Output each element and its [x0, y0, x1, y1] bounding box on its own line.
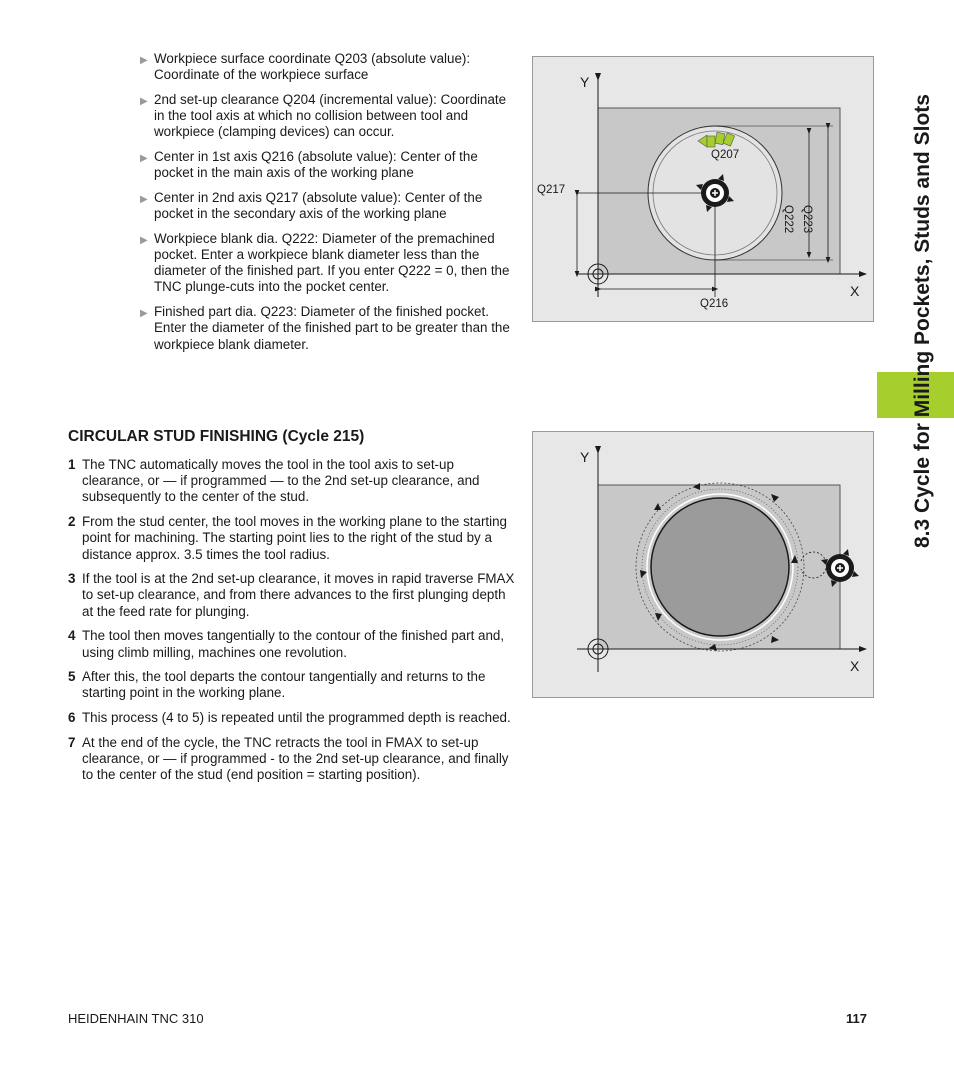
bullet-arrow-icon: ▶: [140, 308, 148, 320]
parameter-item: ▶ Center in 2nd axis Q217 (absolute value): Center of the pocket in the secondary axis of the working plane: [140, 189, 483, 222]
stud-diagram-drawing: [533, 432, 875, 699]
stud-finishing-diagram: [532, 431, 874, 698]
step-item: 2 From the stud center, the tool moves in the working plane to the starting point for machining. The starting point lies to the right of the stud by a distance approx. 3.5 times the tool radius.: [68, 514, 508, 562]
step-item: 7 At the end of the cycle, the TNC retracts the tool in FMAX to set-up clearance, or — if programmed - to the 2nd set-up clearance, and finally to the center of the stud (end position = starting position).: [68, 734, 509, 783]
q222-label: Q222: [782, 205, 794, 234]
parameter-item: ▶ Center in 1st axis Q216 (absolute value): Center of the pocket in the main axis of the working plane: [140, 149, 478, 181]
chapter-title: 8.3 Cycle for Milling Pockets, Studs and Slots: [911, 94, 934, 548]
page-number: 117: [846, 1011, 867, 1026]
bullet-arrow-icon: ▶: [140, 55, 148, 66]
q216-label: Q216: [700, 298, 729, 310]
step-item: 5 After this, the tool departs the contour tangentially and returns to the starting point in the working plane.: [68, 669, 486, 701]
x-axis-label: X: [850, 658, 860, 674]
footer-product: HEIDENHAIN TNC 310: [68, 1011, 204, 1026]
step-item: 1 The TNC automatically moves the tool in the tool axis to set-up clearance, or — if programmed — to the 2nd set-up clearance, and subsequently to the center of the stud.: [68, 457, 480, 505]
step-item: 6 This process (4 to 5) is repeated until the programmed depth is reached.: [68, 710, 511, 726]
q217-label: Q217: [537, 184, 566, 196]
parameter-item: ▶ Finished part dia. Q223: Diameter of the finished pocket. Enter the diameter of the finished part to be greater than the workpiece blank diameter.: [140, 304, 510, 352]
y-axis-label: Y: [580, 449, 590, 465]
section-heading: CIRCULAR STUD FINISHING (Cycle 215): [68, 428, 365, 445]
q223-label: Q223: [801, 205, 813, 234]
bullet-arrow-icon: ▶: [140, 153, 148, 165]
x-axis-label: X: [850, 283, 860, 299]
step-item: 3 If the tool is at the 2nd set-up clearance, it moves in rapid traverse FMAX to set-up clearance, and from there advances to the first plunging depth at the feed rate for plunging.: [68, 571, 515, 619]
parameter-item: ▶ 2nd set-up clearance Q204 (incremental value): Coordinate in the tool axis at which no collision between tool and workpiece (clamping devices) can occur.: [140, 91, 507, 140]
parameter-item: ▶ Workpiece blank dia. Q222: Diameter of the premachined pocket. Enter a workpiece blank diameter less than the diameter of the finished part. If you enter Q222 = 0, then the TNC plunge-cuts into the pocket center.: [140, 230, 510, 295]
cycle-section: [68, 427, 518, 792]
parameter-list: [140, 51, 516, 361]
bullet-arrow-icon: ▶: [140, 234, 148, 246]
y-axis-label: Y: [580, 74, 590, 90]
step-item: 4 The tool then moves tangentially to the contour of the finished part and, using climb milling, machines one revolution.: [68, 628, 505, 660]
pocket-diagram: [532, 56, 874, 322]
parameter-item: ▶ Workpiece surface coordinate Q203 (absolute value): Coordinate of the workpiece surface: [140, 51, 471, 83]
pocket-diagram-drawing: [533, 57, 875, 323]
bullet-arrow-icon: ▶: [140, 193, 148, 205]
stud-circle: [651, 498, 789, 636]
bullet-arrow-icon: ▶: [140, 95, 148, 107]
q207-label: Q207: [711, 149, 740, 161]
